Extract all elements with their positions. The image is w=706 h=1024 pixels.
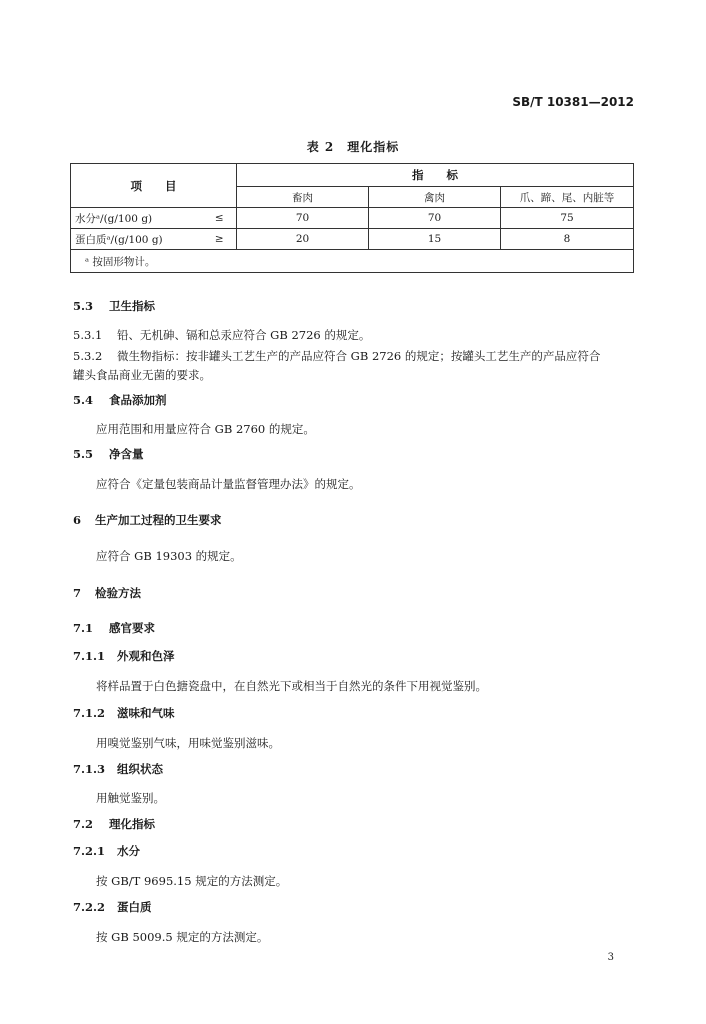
row-value: 75 — [501, 208, 634, 229]
table-caption: 表 2 理化指标 — [306, 140, 400, 154]
section-paragraph: 将样品置于白色搪瓷盘中，在自然光下或相当于自然光的条件下用视觉鉴别。 — [96, 679, 487, 693]
section-heading: 7.1.3 组织状态 — [73, 762, 163, 776]
section-paragraph: 5.3.1 铅、无机砷、镉和总汞应符合 GB 2726 的规定。 — [73, 328, 371, 342]
row-operator: ≤ — [203, 208, 237, 229]
section-heading: 5.4 食品添加剂 — [73, 393, 167, 407]
row-item: 蛋白质ᵃ/(g/100 g) — [71, 229, 203, 250]
table-footnote: ᵃ 按固形物计。 — [71, 250, 634, 273]
item-header: 项 目 — [71, 164, 237, 208]
row-value: 70 — [369, 208, 501, 229]
section-heading: 5.5 净含量 — [73, 447, 144, 461]
section-heading: 5.3 卫生指标 — [73, 299, 156, 313]
section-paragraph: 按 GB 5009.5 规定的方法测定。 — [96, 930, 269, 944]
physicochemical-table — [70, 163, 634, 273]
section-paragraph-cont: 罐头食品商业无菌的要求。 — [73, 368, 211, 382]
section-heading: 7.2.2 蛋白质 — [73, 900, 152, 914]
section-heading: 7.1 感官要求 — [73, 621, 156, 635]
section-paragraph: 5.3.2 微生物指标：按非罐头工艺生产的产品应符合 GB 2726 的规定；按罐头工艺生产的产品应符合 — [73, 349, 601, 363]
section-heading: 7.2.1 水分 — [73, 844, 140, 858]
column-header: 畜肉 — [237, 187, 369, 208]
section-paragraph: 应符合《定量包装商品计量监督管理办法》的规定。 — [96, 477, 361, 491]
row-item: 水分ᵃ/(g/100 g) — [71, 208, 203, 229]
chapter-heading: 6 生产加工过程的卫生要求 — [73, 513, 222, 527]
row-value: 70 — [237, 208, 369, 229]
page-number: 3 — [607, 952, 614, 963]
row-operator: ≥ — [203, 229, 237, 250]
column-header: 禽肉 — [369, 187, 501, 208]
table-row — [71, 208, 634, 229]
section-paragraph: 应符合 GB 19303 的规定。 — [96, 549, 242, 563]
row-value: 20 — [237, 229, 369, 250]
column-header: 爪、蹄、尾、内脏等 — [501, 187, 634, 208]
table-row — [71, 229, 634, 250]
row-value: 15 — [369, 229, 501, 250]
section-heading: 7.1.2 滋味和气味 — [73, 706, 175, 720]
section-paragraph: 应用范围和用量应符合 GB 2760 的规定。 — [96, 422, 315, 436]
index-header: 指 标 — [237, 164, 634, 187]
row-value: 8 — [501, 229, 634, 250]
section-paragraph: 用触觉鉴别。 — [96, 791, 165, 805]
section-paragraph: 按 GB/T 9695.15 规定的方法测定。 — [96, 874, 288, 888]
section-heading: 7.1.1 外观和色泽 — [73, 649, 175, 663]
section-paragraph: 用嗅觉鉴别气味，用味觉鉴别滋味。 — [96, 736, 280, 750]
section-heading: 7.2 理化指标 — [73, 817, 156, 831]
chapter-heading: 7 检验方法 — [73, 586, 141, 600]
standard-number: SB/T 10381—2012 — [512, 95, 634, 109]
